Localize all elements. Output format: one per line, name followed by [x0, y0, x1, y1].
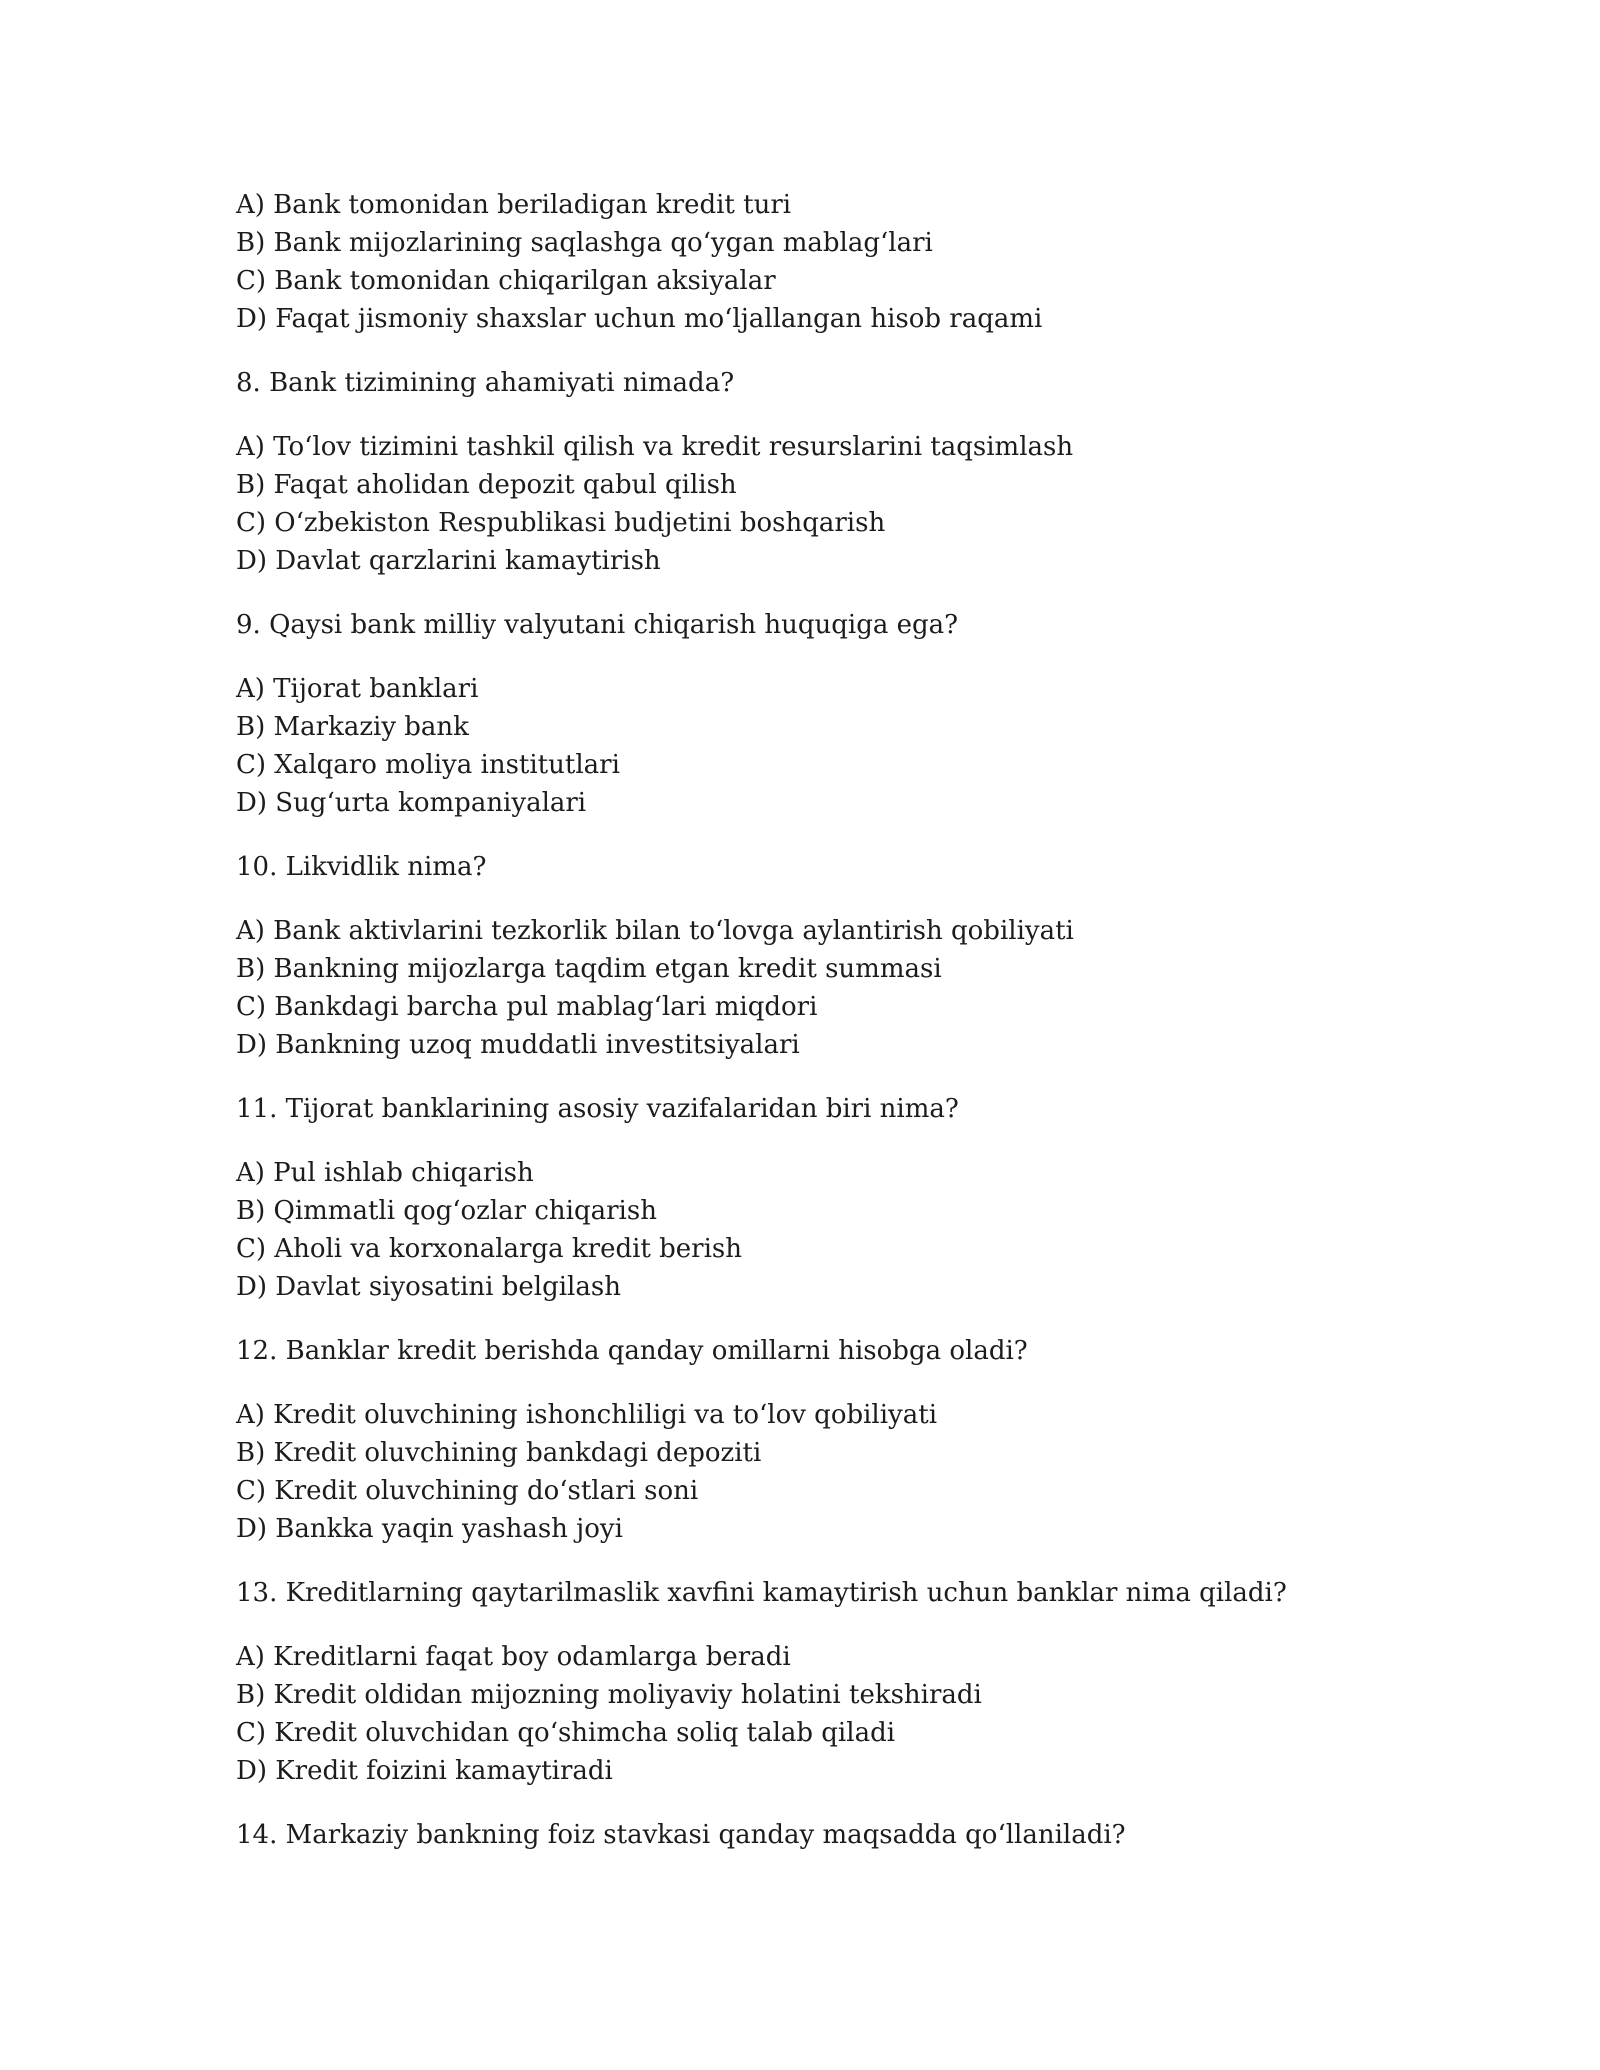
- question-13-options: [236, 1638, 1436, 1790]
- question-11: 11. Tijorat banklarining asosiy vazifalaridan biri nima?: [236, 1094, 959, 1124]
- document-page: [236, 186, 1436, 1880]
- option-b: B) Bank mijozlarining saqlashga qo‘ygan mablag‘lari: [236, 228, 933, 258]
- option-b: B) Kredit oluvchining bankdagi depoziti: [236, 1438, 762, 1468]
- option-d: D) Davlat qarzlarini kamaytirish: [236, 546, 661, 576]
- option-a: A) Pul ishlab chiqarish: [236, 1158, 534, 1188]
- question-8: 8. Bank tizimining ahamiyati nimada?: [236, 368, 735, 398]
- option-a: A) Kredit oluvchining ishonchliligi va to‘lov qobiliyati: [236, 1400, 938, 1430]
- option-b: B) Qimmatli qog‘ozlar chiqarish: [236, 1196, 657, 1226]
- option-c: C) Aholi va korxonalarga kredit berish: [236, 1234, 742, 1264]
- option-a: A) Kreditlarni faqat boy odamlarga beradi: [236, 1642, 791, 1672]
- question-10: 10. Likvidlik nima?: [236, 852, 487, 882]
- option-b: B) Kredit oldidan mijozning moliyaviy holatini tekshiradi: [236, 1680, 982, 1710]
- option-c: C) Xalqaro moliya institutlari: [236, 750, 620, 780]
- option-d: D) Davlat siyosatini belgilash: [236, 1272, 621, 1302]
- option-b: B) Faqat aholidan depozit qabul qilish: [236, 470, 737, 500]
- option-d: D) Sug‘urta kompaniyalari: [236, 788, 587, 818]
- option-a: A) Tijorat banklari: [236, 674, 479, 704]
- option-c: C) Kredit oluvchidan qo‘shimcha soliq talab qiladi: [236, 1718, 896, 1748]
- option-d: D) Kredit foizini kamaytiradi: [236, 1756, 613, 1786]
- question-13: 13. Kreditlarning qaytarilmaslik xavfini kamaytirish uchun banklar nima qiladi?: [236, 1578, 1287, 1608]
- question-8-options: [236, 428, 1436, 580]
- option-a: A) Bank tomonidan beriladigan kredit turi: [236, 190, 792, 220]
- question-14: 14. Markaziy bankning foiz stavkasi qanday maqsadda qo‘llaniladi?: [236, 1820, 1126, 1850]
- option-a: A) To‘lov tizimini tashkil qilish va kredit resurslarini taqsimlash: [236, 432, 1074, 462]
- question-12: 12. Banklar kredit berishda qanday omillarni hisobga oladi?: [236, 1336, 1028, 1366]
- option-b: B) Markaziy bank: [236, 712, 469, 742]
- option-b: B) Bankning mijozlarga taqdim etgan kredit summasi: [236, 954, 942, 984]
- question-9-options: [236, 670, 1436, 822]
- option-d: D) Bankka yaqin yashash joyi: [236, 1514, 623, 1544]
- option-d: D) Bankning uzoq muddatli investitsiyalari: [236, 1030, 800, 1060]
- option-c: C) Bankdagi barcha pul mablag‘lari miqdori: [236, 992, 818, 1022]
- question-11-options: [236, 1154, 1436, 1306]
- intro-options: [236, 186, 1436, 338]
- option-c: C) Kredit oluvchining do‘stlari soni: [236, 1476, 699, 1506]
- option-c: C) Bank tomonidan chiqarilgan aksiyalar: [236, 266, 776, 296]
- option-a: A) Bank aktivlarini tezkorlik bilan to‘lovga aylantirish qobiliyati: [236, 916, 1074, 946]
- question-10-options: [236, 912, 1436, 1064]
- question-12-options: [236, 1396, 1436, 1548]
- option-d: D) Faqat jismoniy shaxslar uchun mo‘ljallangan hisob raqami: [236, 304, 1043, 334]
- option-c: C) O‘zbekiston Respublikasi budjetini boshqarish: [236, 508, 886, 538]
- question-9: 9. Qaysi bank milliy valyutani chiqarish huquqiga ega?: [236, 610, 959, 640]
